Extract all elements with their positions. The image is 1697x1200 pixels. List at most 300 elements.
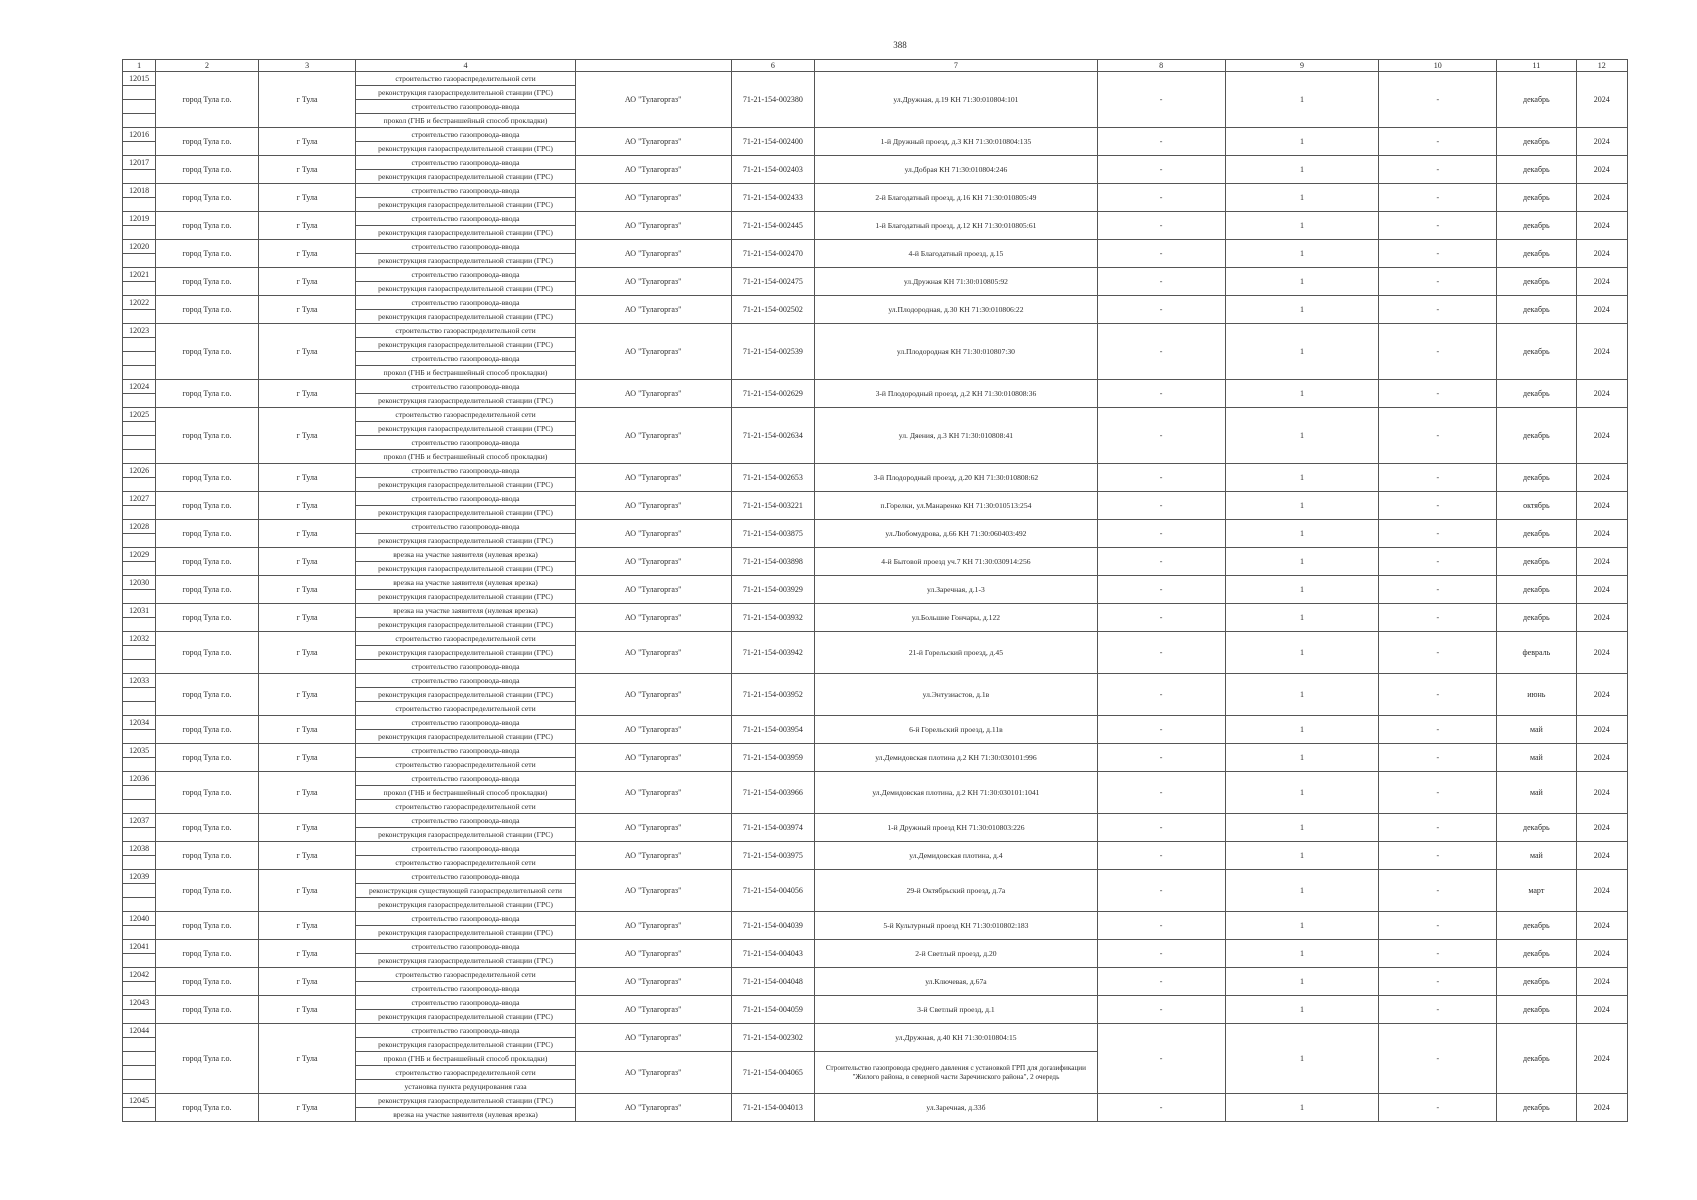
code-cell: 71-21-154-003929 xyxy=(731,576,814,604)
city-cell: г Тула xyxy=(258,128,356,156)
row-number-spacer xyxy=(123,562,155,575)
col8-cell: - xyxy=(1097,772,1225,814)
works-cell xyxy=(356,1052,575,1094)
work-item: реконструкция газораспределительной станции (ГРС) xyxy=(378,256,553,265)
address-cell: ул. Дяения, д.3 КН 71:30:010808:41 xyxy=(815,408,1098,464)
address-cell: ул.Плодородная КН 71:30:010807:30 xyxy=(815,324,1098,380)
col9-cell: 1 xyxy=(1225,968,1379,996)
org-cell: АО "Тулагоргаз" xyxy=(575,184,731,212)
col10-cell: - xyxy=(1379,212,1497,240)
city-cell: г Тула xyxy=(258,72,356,128)
col10-cell: - xyxy=(1379,968,1497,996)
work-item: строительство газопровода-ввода xyxy=(356,212,574,226)
address-cell: ул.Добрая КН 71:30:010804:246 xyxy=(815,156,1098,184)
col8-cell: - xyxy=(1097,128,1225,156)
org-cell: АО "Тулагоргаз" xyxy=(575,268,731,296)
address-cell: ул.Демидовская плотина, д.4 xyxy=(815,842,1098,870)
region-cell: город Тула г.о. xyxy=(156,1094,259,1122)
address-cell: ул.Заречная, д.1-3 xyxy=(815,576,1098,604)
year-cell: 2024 xyxy=(1576,408,1627,464)
row-number-cell xyxy=(123,240,156,268)
col9-cell: 1 xyxy=(1225,268,1379,296)
work-item: реконструкция газораспределительной станции (ГРС) xyxy=(378,592,553,601)
col9-cell: 1 xyxy=(1225,212,1379,240)
table-row xyxy=(123,1024,1628,1052)
table-row xyxy=(123,716,1628,744)
work-item: прокол (ГНБ и бестраншейный способ прокладки) xyxy=(383,116,548,125)
work-item: строительство газопровода-ввода xyxy=(356,1024,574,1038)
code-cell: 71-21-154-003221 xyxy=(731,492,814,520)
column-header: 1 xyxy=(123,60,156,72)
works-cell xyxy=(356,576,575,604)
work-item: строительство газопровода-ввода xyxy=(356,870,574,884)
works-cell xyxy=(356,72,575,128)
org-cell: АО "Тулагоргаз" xyxy=(575,940,731,968)
code-cell: 71-21-154-003898 xyxy=(731,548,814,576)
col8-cell: - xyxy=(1097,268,1225,296)
code-cell: 71-21-154-003959 xyxy=(731,744,814,772)
org-cell: АО "Тулагоргаз" xyxy=(575,870,731,912)
work-item: строительство газопровода-ввода xyxy=(356,940,574,954)
col10-cell: - xyxy=(1379,492,1497,520)
table-row xyxy=(123,632,1628,674)
column-header: 6 xyxy=(731,60,814,72)
col10-cell: - xyxy=(1379,940,1497,968)
row-number: 12023 xyxy=(123,324,155,338)
code-cell: 71-21-154-004039 xyxy=(731,912,814,940)
row-number-cell xyxy=(123,324,156,380)
year-cell: 2024 xyxy=(1576,772,1627,814)
row-number-spacer xyxy=(123,450,155,463)
work-item: реконструкция газораспределительной станции (ГРС) xyxy=(378,1040,553,1049)
header-row xyxy=(123,60,1628,72)
col9-cell: 1 xyxy=(1225,940,1379,968)
table-row xyxy=(123,870,1628,912)
col9-cell: 1 xyxy=(1225,156,1379,184)
year-cell: 2024 xyxy=(1576,674,1627,716)
row-number-spacer xyxy=(123,1080,155,1093)
row-number: 12029 xyxy=(123,548,155,562)
work-item: реконструкция газораспределительной станции (ГРС) xyxy=(378,928,553,937)
month-cell: декабрь xyxy=(1497,604,1576,632)
col10-cell: - xyxy=(1379,744,1497,772)
code-cell: 71-21-154-003966 xyxy=(731,772,814,814)
org-cell: АО "Тулагоргаз" xyxy=(575,492,731,520)
work-item: строительство газораспределительной сети xyxy=(356,632,574,646)
row-number: 12032 xyxy=(123,632,155,646)
code-cell: 71-21-154-002629 xyxy=(731,380,814,408)
region-cell: город Тула г.о. xyxy=(156,408,259,464)
region-cell: город Тула г.о. xyxy=(156,72,259,128)
table-row xyxy=(123,814,1628,842)
code-cell: 71-21-154-002403 xyxy=(731,156,814,184)
table-row xyxy=(123,842,1628,870)
work-item: реконструкция газораспределительной станции (ГРС) xyxy=(356,688,574,702)
work-item: реконструкция газораспределительной станции (ГРС) xyxy=(378,480,553,489)
row-number-spacer xyxy=(123,394,155,407)
org-cell: АО "Тулагоргаз" xyxy=(575,1094,731,1122)
row-number-spacer xyxy=(123,590,155,603)
city-cell: г Тула xyxy=(258,184,356,212)
row-number-cell xyxy=(123,184,156,212)
row-number: 12035 xyxy=(123,744,155,758)
work-item: реконструкция существующей газораспределительной сети xyxy=(356,884,574,898)
col9-cell: 1 xyxy=(1225,576,1379,604)
col10-cell: - xyxy=(1379,156,1497,184)
row-number-cell xyxy=(123,632,156,674)
table-row xyxy=(123,520,1628,548)
row-number: 12034 xyxy=(123,716,155,730)
org-cell: АО "Тулагоргаз" xyxy=(575,842,731,870)
row-number-spacer xyxy=(123,478,155,491)
city-cell: г Тула xyxy=(258,674,356,716)
work-item: реконструкция газораспределительной станции (ГРС) xyxy=(378,732,553,741)
work-item: строительство газораспределительной сети xyxy=(356,408,574,422)
work-item: врезка на участке заявителя (нулевая врезка) xyxy=(356,576,574,590)
work-item: строительство газопровода-ввода xyxy=(356,996,574,1010)
region-cell: город Тула г.о. xyxy=(156,870,259,912)
region-cell: город Тула г.о. xyxy=(156,548,259,576)
city-cell: г Тула xyxy=(258,842,356,870)
col9-cell: 1 xyxy=(1225,184,1379,212)
region-cell: город Тула г.о. xyxy=(156,576,259,604)
region-cell: город Тула г.о. xyxy=(156,380,259,408)
month-cell: декабрь xyxy=(1497,268,1576,296)
work-item: строительство газопровода-ввода xyxy=(356,716,574,730)
col10-cell: - xyxy=(1379,240,1497,268)
org-cell: АО "Тулагоргаз" xyxy=(575,632,731,674)
row-number-spacer xyxy=(123,1038,155,1052)
works-cell xyxy=(356,996,575,1024)
address-cell: 2-й Светлый проезд, д.20 xyxy=(815,940,1098,968)
code-cell: 71-21-154-004065 xyxy=(731,1052,814,1094)
city-cell: г Тула xyxy=(258,870,356,912)
code-cell: 71-21-154-002380 xyxy=(731,72,814,128)
row-number-spacer xyxy=(123,282,155,295)
city-cell: г Тула xyxy=(258,912,356,940)
row-number-spacer xyxy=(123,352,155,366)
row-number-cell xyxy=(123,772,156,814)
row-number: 12033 xyxy=(123,674,155,688)
row-number-cell xyxy=(123,576,156,604)
work-item: реконструкция газораспределительной станции (ГРС) xyxy=(356,422,574,436)
region-cell: город Тула г.о. xyxy=(156,520,259,548)
col9-cell: 1 xyxy=(1225,1024,1379,1094)
row-number-cell xyxy=(123,814,156,842)
works-cell xyxy=(356,912,575,940)
row-number-spacer xyxy=(123,926,155,939)
region-cell: город Тула г.о. xyxy=(156,128,259,156)
org-cell: АО "Тулагоргаз" xyxy=(575,716,731,744)
month-cell: май xyxy=(1497,744,1576,772)
row-number-spacer xyxy=(123,646,155,660)
year-cell: 2024 xyxy=(1576,632,1627,674)
row-number-spacer xyxy=(123,100,155,114)
region-cell: город Тула г.о. xyxy=(156,814,259,842)
table-body xyxy=(123,72,1628,1122)
org-cell: АО "Тулагоргаз" xyxy=(575,240,731,268)
row-number-cell xyxy=(123,716,156,744)
col8-cell: - xyxy=(1097,156,1225,184)
work-item: реконструкция газораспределительной станции (ГРС) xyxy=(378,312,553,321)
work-item: строительство газораспределительной сети xyxy=(356,968,574,982)
row-number: 12031 xyxy=(123,604,155,618)
region-cell: город Тула г.о. xyxy=(156,240,259,268)
column-header: 8 xyxy=(1097,60,1225,72)
row-number-spacer xyxy=(123,856,155,869)
col10-cell: - xyxy=(1379,268,1497,296)
month-cell: декабрь xyxy=(1497,940,1576,968)
col8-cell: - xyxy=(1097,870,1225,912)
address-text: ул.Дружная, д.40 КН 71:30:010804:15 xyxy=(895,1032,1017,1042)
month-cell: май xyxy=(1497,716,1576,744)
row-number-cell xyxy=(123,744,156,772)
row-number-spacer xyxy=(123,1108,155,1121)
table-row xyxy=(123,912,1628,940)
work-item: строительство газораспределительной сети xyxy=(395,704,536,713)
works-cell xyxy=(356,548,575,576)
col10-cell: - xyxy=(1379,716,1497,744)
year-cell: 2024 xyxy=(1576,492,1627,520)
col10-cell: - xyxy=(1379,674,1497,716)
code-cell: 71-21-154-003975 xyxy=(731,842,814,870)
city-cell: г Тула xyxy=(258,380,356,408)
row-number: 12043 xyxy=(123,996,155,1010)
table-row xyxy=(123,128,1628,156)
work-item: реконструкция газораспределительной станции (ГРС) xyxy=(378,396,553,405)
work-item: реконструкция газораспределительной станции (ГРС) xyxy=(378,536,553,545)
address-text: Строительство газопровода среднего давления с установкой ГРП для догазификации "Жилого района, в северной части Заречинского района", 2 очередь xyxy=(825,1063,1087,1081)
works-cell xyxy=(356,842,575,870)
col9-cell: 1 xyxy=(1225,464,1379,492)
col8-cell: - xyxy=(1097,814,1225,842)
org-cell: АО "Тулагоргаз" xyxy=(575,156,731,184)
col8-cell: - xyxy=(1097,968,1225,996)
year-cell: 2024 xyxy=(1576,324,1627,380)
org-cell: АО "Тулагоргаз" xyxy=(575,520,731,548)
code-cell: 71-21-154-004043 xyxy=(731,940,814,968)
row-number-cell xyxy=(123,1024,156,1094)
col10-cell: - xyxy=(1379,380,1497,408)
row-number-cell xyxy=(123,940,156,968)
month-cell: декабрь xyxy=(1497,814,1576,842)
work-item: строительство газопровода-ввода xyxy=(356,156,574,170)
address-cell: ул.Ключевая, д.67а xyxy=(815,968,1098,996)
work-item: врезка на участке заявителя (нулевая врезка) xyxy=(356,604,574,618)
year-cell: 2024 xyxy=(1576,1024,1627,1094)
address-cell: 3-й Плодородный проезд, д.20 КН 71:30:010808:62 xyxy=(815,464,1098,492)
col8-cell: - xyxy=(1097,674,1225,716)
table-row xyxy=(123,240,1628,268)
works-cell xyxy=(356,772,575,814)
row-number-cell xyxy=(123,968,156,996)
column-header xyxy=(575,60,731,72)
row-number-spacer xyxy=(123,828,155,841)
year-cell: 2024 xyxy=(1576,1094,1627,1122)
work-item: строительство газопровода-ввода xyxy=(356,772,574,786)
row-number-cell xyxy=(123,548,156,576)
work-item: строительство газораспределительной сети xyxy=(395,760,536,769)
city-cell: г Тула xyxy=(258,408,356,464)
address-cell: 29-й Октябрьский проезд, д.7а xyxy=(815,870,1098,912)
works-cell xyxy=(356,324,575,380)
work-item: строительство газопровода-ввода xyxy=(356,912,574,926)
org-cell: АО "Тулагоргаз" xyxy=(575,1052,731,1094)
row-number-spacer xyxy=(123,338,155,352)
table-row xyxy=(123,604,1628,632)
col10-cell: - xyxy=(1379,1024,1497,1094)
month-cell: декабрь xyxy=(1497,380,1576,408)
col10-cell: - xyxy=(1379,1094,1497,1122)
org-cell: АО "Тулагоргаз" xyxy=(575,212,731,240)
row-number-spacer xyxy=(123,366,155,379)
address-cell: 5-й Культурный проезд КН 71:30:010802:183 xyxy=(815,912,1098,940)
row-number: 12015 xyxy=(123,72,155,86)
row-number-cell xyxy=(123,212,156,240)
code-cell: 71-21-154-002302 xyxy=(731,1024,814,1052)
row-number-cell xyxy=(123,1094,156,1122)
col10-cell: - xyxy=(1379,548,1497,576)
row-number: 12040 xyxy=(123,912,155,926)
month-cell: декабрь xyxy=(1497,968,1576,996)
month-cell: декабрь xyxy=(1497,408,1576,464)
works-cell xyxy=(356,184,575,212)
code-cell: 71-21-154-003942 xyxy=(731,632,814,674)
col8-cell: - xyxy=(1097,492,1225,520)
work-item: реконструкция газораспределительной станции (ГРС) xyxy=(378,508,553,517)
city-cell: г Тула xyxy=(258,464,356,492)
row-number-cell xyxy=(123,996,156,1024)
region-cell: город Тула г.о. xyxy=(156,912,259,940)
work-item: врезка на участке заявителя (нулевая врезка) xyxy=(393,1110,538,1119)
row-number-spacer xyxy=(123,702,155,715)
month-cell: декабрь xyxy=(1497,324,1576,380)
city-cell: г Тула xyxy=(258,744,356,772)
row-number-spacer xyxy=(123,786,155,800)
code-cell: 71-21-154-003974 xyxy=(731,814,814,842)
year-cell: 2024 xyxy=(1576,912,1627,940)
works-cell xyxy=(356,1024,575,1052)
month-cell: декабрь xyxy=(1497,912,1576,940)
org-cell: АО "Тулагоргаз" xyxy=(575,324,731,380)
work-item: реконструкция газораспределительной станции (ГРС) xyxy=(378,620,553,629)
row-number-cell xyxy=(123,408,156,464)
col9-cell: 1 xyxy=(1225,492,1379,520)
works-cell xyxy=(356,240,575,268)
region-cell: город Тула г.о. xyxy=(156,212,259,240)
col9-cell: 1 xyxy=(1225,520,1379,548)
work-item: строительство газопровода-ввода xyxy=(356,296,574,310)
col10-cell: - xyxy=(1379,464,1497,492)
region-cell: город Тула г.о. xyxy=(156,492,259,520)
org-cell: АО "Тулагоргаз" xyxy=(575,296,731,324)
region-cell: город Тула г.о. xyxy=(156,268,259,296)
org-cell: АО "Тулагоргаз" xyxy=(575,464,731,492)
code-cell: 71-21-154-002433 xyxy=(731,184,814,212)
month-cell: декабрь xyxy=(1497,240,1576,268)
works-cell xyxy=(356,940,575,968)
work-item: реконструкция газораспределительной станции (ГРС) xyxy=(356,1094,574,1108)
org-cell: АО "Тулагоргаз" xyxy=(575,72,731,128)
col8-cell: - xyxy=(1097,212,1225,240)
work-item: строительство газопровода-ввода xyxy=(356,380,574,394)
row-number-spacer xyxy=(123,226,155,239)
col8-cell: - xyxy=(1097,464,1225,492)
address-cell: 1-й Дружный проезд КН 71:30:010803:226 xyxy=(815,814,1098,842)
row-number: 12045 xyxy=(123,1094,155,1108)
year-cell: 2024 xyxy=(1576,744,1627,772)
code-cell: 71-21-154-003954 xyxy=(731,716,814,744)
row-number-spacer xyxy=(123,1066,155,1080)
row-number: 12022 xyxy=(123,296,155,310)
year-cell: 2024 xyxy=(1576,296,1627,324)
month-cell: май xyxy=(1497,842,1576,870)
works-cell xyxy=(356,268,575,296)
col10-cell: - xyxy=(1379,576,1497,604)
table-row xyxy=(123,492,1628,520)
col8-cell: - xyxy=(1097,842,1225,870)
work-item: строительство газораспределительной сети xyxy=(356,1066,574,1080)
address-cell: 3-й Светлый проезд, д.1 xyxy=(815,996,1098,1024)
column-header: 10 xyxy=(1379,60,1497,72)
address-cell: ул.Плодородная, д.30 КН 71:30:010806:22 xyxy=(815,296,1098,324)
work-item: строительство газопровода-ввода xyxy=(356,128,574,142)
year-cell: 2024 xyxy=(1576,156,1627,184)
year-cell: 2024 xyxy=(1576,576,1627,604)
table-row xyxy=(123,968,1628,996)
col9-cell: 1 xyxy=(1225,870,1379,912)
region-cell: город Тула г.о. xyxy=(156,156,259,184)
works-cell xyxy=(356,464,575,492)
work-item: реконструкция газораспределительной станции (ГРС) xyxy=(378,1012,553,1021)
address-cell: 3-й Плодородный проезд, д.2 КН 71:30:010808:36 xyxy=(815,380,1098,408)
row-number-cell xyxy=(123,492,156,520)
works-cell xyxy=(356,296,575,324)
col9-cell: 1 xyxy=(1225,996,1379,1024)
col8-cell: - xyxy=(1097,324,1225,380)
table-row xyxy=(123,744,1628,772)
row-number: 12027 xyxy=(123,492,155,506)
year-cell: 2024 xyxy=(1576,604,1627,632)
row-number-cell xyxy=(123,268,156,296)
column-header: 12 xyxy=(1576,60,1627,72)
code-cell: 71-21-154-004056 xyxy=(731,870,814,912)
table-row xyxy=(123,996,1628,1024)
address-cell: ул.Демидовская плотина д.2 КН 71:30:030101:996 xyxy=(815,744,1098,772)
work-item: реконструкция газораспределительной станции (ГРС) xyxy=(378,830,553,839)
row-number-spacer xyxy=(123,534,155,547)
city-cell: г Тула xyxy=(258,814,356,842)
address-cell: ул.Большие Гончары, д.122 xyxy=(815,604,1098,632)
row-number: 12025 xyxy=(123,408,155,422)
month-cell: декабрь xyxy=(1497,548,1576,576)
row-number-cell xyxy=(123,674,156,716)
table-row xyxy=(123,324,1628,380)
address-cell: ул.Дружная, д.19 КН 71:30:010804:101 xyxy=(815,72,1098,128)
column-header: 7 xyxy=(815,60,1098,72)
month-cell: декабрь xyxy=(1497,128,1576,156)
row-number-spacer xyxy=(123,422,155,436)
row-number-spacer xyxy=(123,898,155,911)
col10-cell: - xyxy=(1379,842,1497,870)
work-item: реконструкция газораспределительной станции (ГРС) xyxy=(378,144,553,153)
code-cell: 71-21-154-004013 xyxy=(731,1094,814,1122)
work-item: строительство газопровода-ввода xyxy=(356,492,574,506)
address-cell: 6-й Горельский проезд, д.11в xyxy=(815,716,1098,744)
col8-cell: - xyxy=(1097,744,1225,772)
address-cell: ул.Заречная, д.33б xyxy=(815,1094,1098,1122)
row-number-spacer xyxy=(123,254,155,267)
